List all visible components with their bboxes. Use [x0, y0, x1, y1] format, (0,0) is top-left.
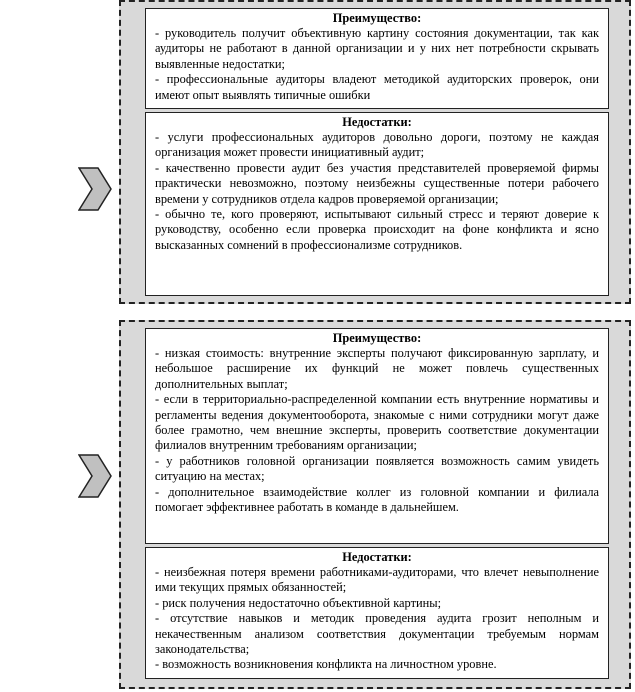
- advantage-item: - дополнительное взаимодействие коллег из головной компании и филиала помогает эффективнее работать в команде в дальнейшем.: [155, 484, 599, 515]
- advantage-item: - профессиональные аудиторы владеют методикой аудиторских проверок, они имеют опыт выявлять типичные ошибки: [155, 72, 599, 102]
- advantage-item: - низкая стоимость: внутренние эксперты получают фиксированную зарплату, и небольшое расширение их функций не может повлечь существенных дополнительных выплат;: [155, 346, 599, 391]
- advantage-item: - у работников головной организации появляется возможность самим увидеть ситуацию на местах;: [155, 453, 599, 484]
- disadvantages-title: Недостатки:: [342, 550, 412, 564]
- external-audit-panel: [119, 0, 631, 304]
- disadvantage-item: - отсутствие навыков и методик проведения аудита грозит неполным и некачественным анализом соответствия документации требуемым нормам законодательства;: [155, 611, 599, 657]
- disadvantage-item: - качественно провести аудит без участия представителей проверяемой фирмы практически невозможно, поэтому неизбежны существенные потери рабочего времени у сотрудников отдела кадров проверяемой организации;: [155, 160, 599, 206]
- advantage-item: - руководитель получит объективную картину состояния документации, так как аудиторы не работают в данной организации и у них нет потребности скрывать выявленные недостатки;: [155, 26, 599, 71]
- chevron-arrow-icon: [78, 454, 112, 498]
- disadvantage-item: - риск получения недостаточно объективной картины;: [155, 595, 442, 610]
- advantages-title: Преимущество:: [332, 331, 422, 345]
- internal-audit-panel: [119, 320, 631, 689]
- disadvantage-item: - услуги профессиональных аудиторов довольно дороги, поэтому не каждая организация может провести инициативный аудит;: [155, 130, 599, 160]
- disadvantages-box: [145, 547, 609, 679]
- chevron-arrow-icon: [78, 167, 112, 211]
- advantages-title: Преимущество:: [332, 11, 422, 25]
- disadvantages-box: [145, 112, 609, 296]
- disadvantage-item: - возможность возникновения конфликта на личностном уровне.: [155, 657, 497, 672]
- disadvantage-item: - неизбежная потеря времени работниками-аудиторами, что влечет невыполнение ими текущих прямых обязанностей;: [155, 565, 599, 595]
- advantages-box: [145, 328, 609, 544]
- advantages-box: [145, 8, 609, 109]
- advantage-item: - если в территориально-распределенной компании есть внутренние нормативы и регламенты ведения документооборота, знакомые с ними сотрудники могут даже более грамотно, чем внешние эксперты, проверить соответствие документации филиалов внутренним требованиям организации;: [155, 392, 599, 453]
- disadvantage-item: - обычно те, кого проверяют, испытывают сильный стресс и теряют доверие к руководству, особенно если проверка происходит на фоне конфликта и ясно высказанных сомнений в профессионализме сотрудников.: [155, 207, 599, 252]
- disadvantages-title: Недостатки:: [342, 115, 412, 129]
